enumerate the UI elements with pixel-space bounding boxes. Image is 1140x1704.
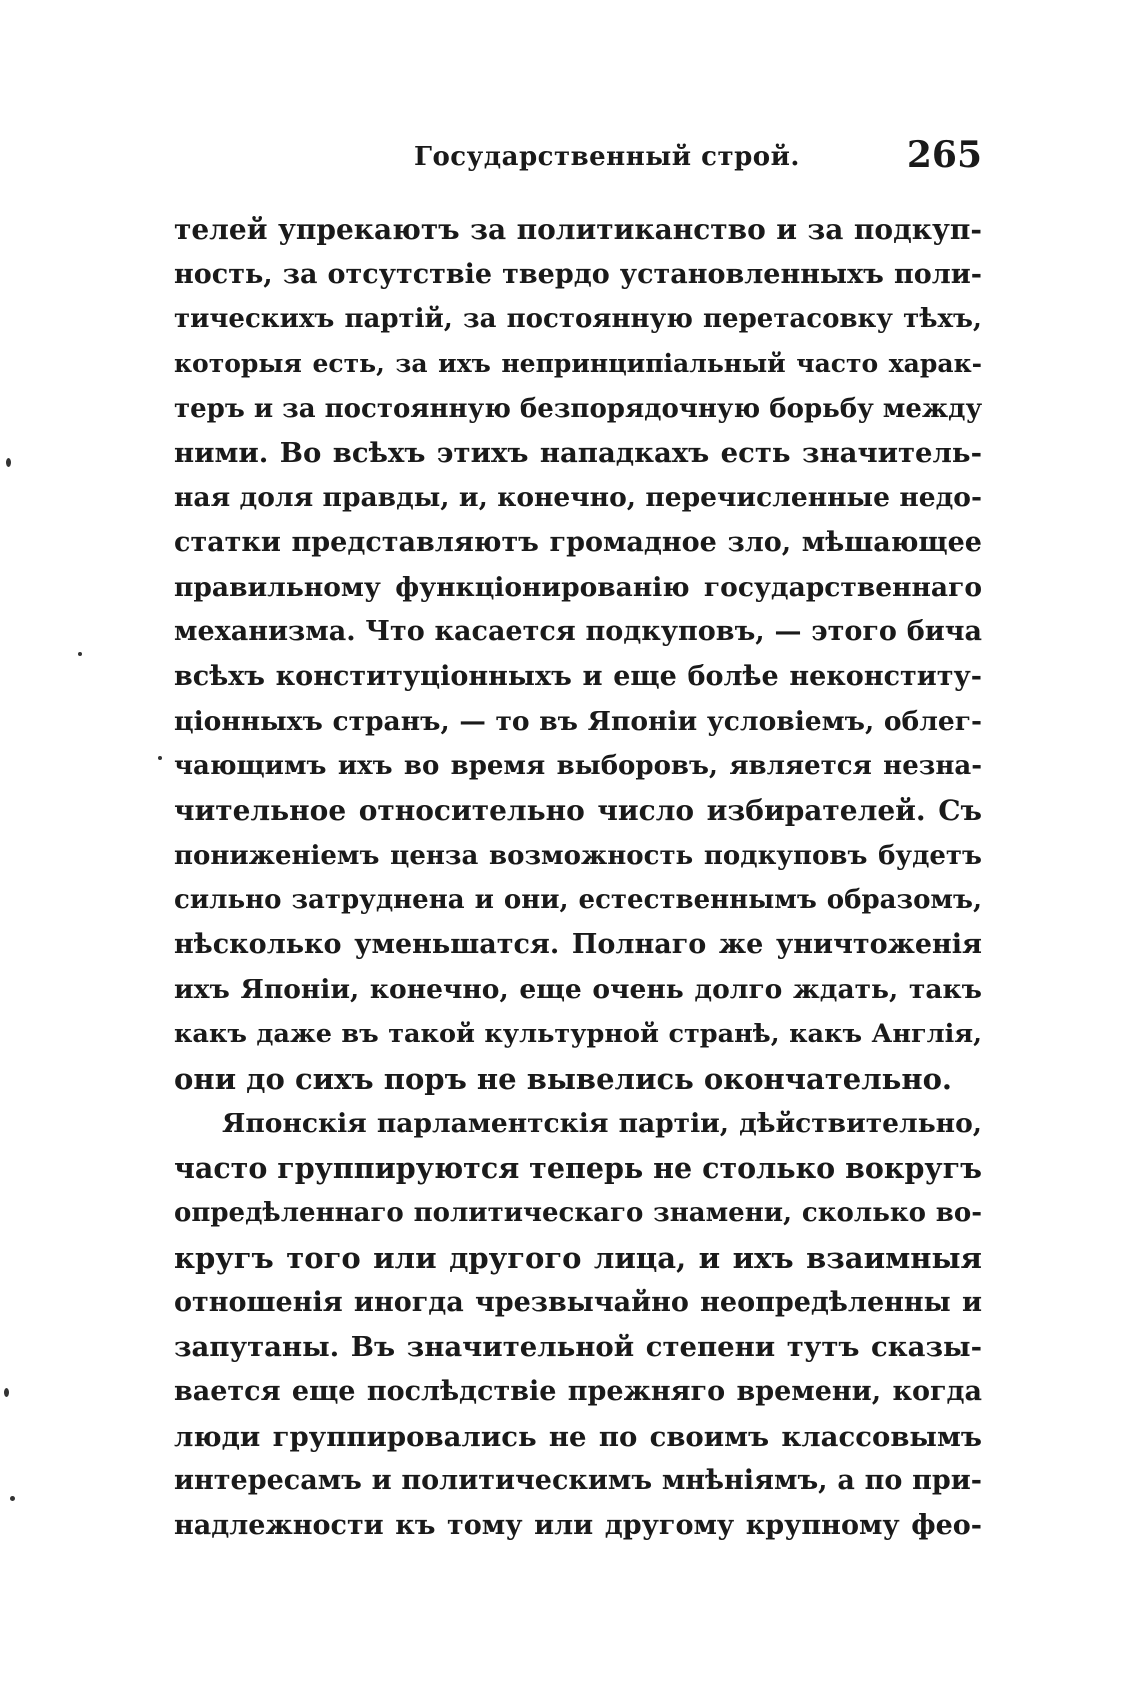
text-line: механизма. Что касается подкуповъ, — этого бича: [174, 616, 982, 648]
text-line: ность, за отсутствіе твердо установленныхъ поли-: [174, 258, 982, 290]
text-line: люди группировались не по своимъ классовымъ: [174, 1420, 982, 1453]
text-line: ціонныхъ странъ, — то въ Японіи условіемъ, облег-: [174, 705, 982, 737]
scan-speck: [10, 1496, 15, 1501]
text-line: интересамъ и политическимъ мнѣніямъ, а по при-: [174, 1465, 982, 1497]
text-line: кругъ того или другого лица, и ихъ взаимныя: [174, 1240, 982, 1275]
text-line: нѣсколько уменьшатся. Полнаго же уничтоженія: [174, 929, 982, 960]
text-line: правильному функціонированію государственнаго: [174, 571, 982, 603]
body-text: [174, 208, 982, 1549]
text-line: ихъ Японіи, конечно, еще очень долго ждать, такъ: [174, 973, 982, 1005]
text-line: опредѣленнаго политическаго знамени, сколько во-: [174, 1198, 982, 1229]
text-line: ная доля правды, и, конечно, перечисленные недо-: [174, 482, 982, 514]
text-line: тическихъ партій, за постоянную перетасовку тѣхъ,: [174, 304, 982, 335]
text-line: запутаны. Въ значительной степени тутъ сказы-: [174, 1331, 982, 1364]
text-line: чающимъ ихъ во время выборовъ, является незна-: [174, 751, 982, 782]
text-line: надлежности къ тому или другому крупному фео-: [174, 1509, 982, 1541]
text-line: которыя есть, за ихъ непринципіальный часто харак-: [174, 349, 982, 379]
text-line: теръ и за постоянную безпорядочную борьбу между: [174, 393, 982, 424]
paragraph-end-line: они до сихъ поръ не вывелись окончательно.: [174, 1062, 953, 1097]
paragraph-start-line: Японскія парламентскія партіи, дѣйствительно,: [222, 1107, 982, 1139]
text-line: чительное относительно число избирателей. Съ: [174, 793, 982, 827]
scan-speck: [158, 756, 162, 760]
scan-speck: [4, 1388, 9, 1397]
text-line: статки представляютъ громадное зло, мѣшающее: [174, 526, 982, 558]
text-line: телей упрекаютъ за политиканство и за подкуп-: [174, 213, 982, 246]
text-line: часто группируются теперь не столько вокругъ: [174, 1151, 982, 1186]
text-line: какъ даже въ такой культурной странѣ, какъ Англія,: [174, 1019, 982, 1050]
text-line: отношенія иногда чрезвычайно неопредѣленны и: [174, 1286, 982, 1318]
running-head: [174, 134, 982, 182]
text-line: ними. Во всѣхъ этихъ нападкахъ есть значитель-: [174, 437, 982, 470]
text-line: всѣхъ конституціонныхъ и еще болѣе неконститу-: [174, 660, 982, 692]
text-line: сильно затруднена и они, естественнымъ образомъ,: [174, 885, 982, 916]
page-number: 265: [906, 134, 982, 176]
running-title: Государственный строй.: [414, 142, 800, 172]
text-line: пониженіемъ ценза возможность подкуповъ будетъ: [174, 840, 982, 871]
scan-speck: [6, 458, 11, 467]
text-line: вается еще послѣдствіе прежняго времени, когда: [174, 1375, 982, 1407]
scan-speck: [78, 652, 82, 656]
